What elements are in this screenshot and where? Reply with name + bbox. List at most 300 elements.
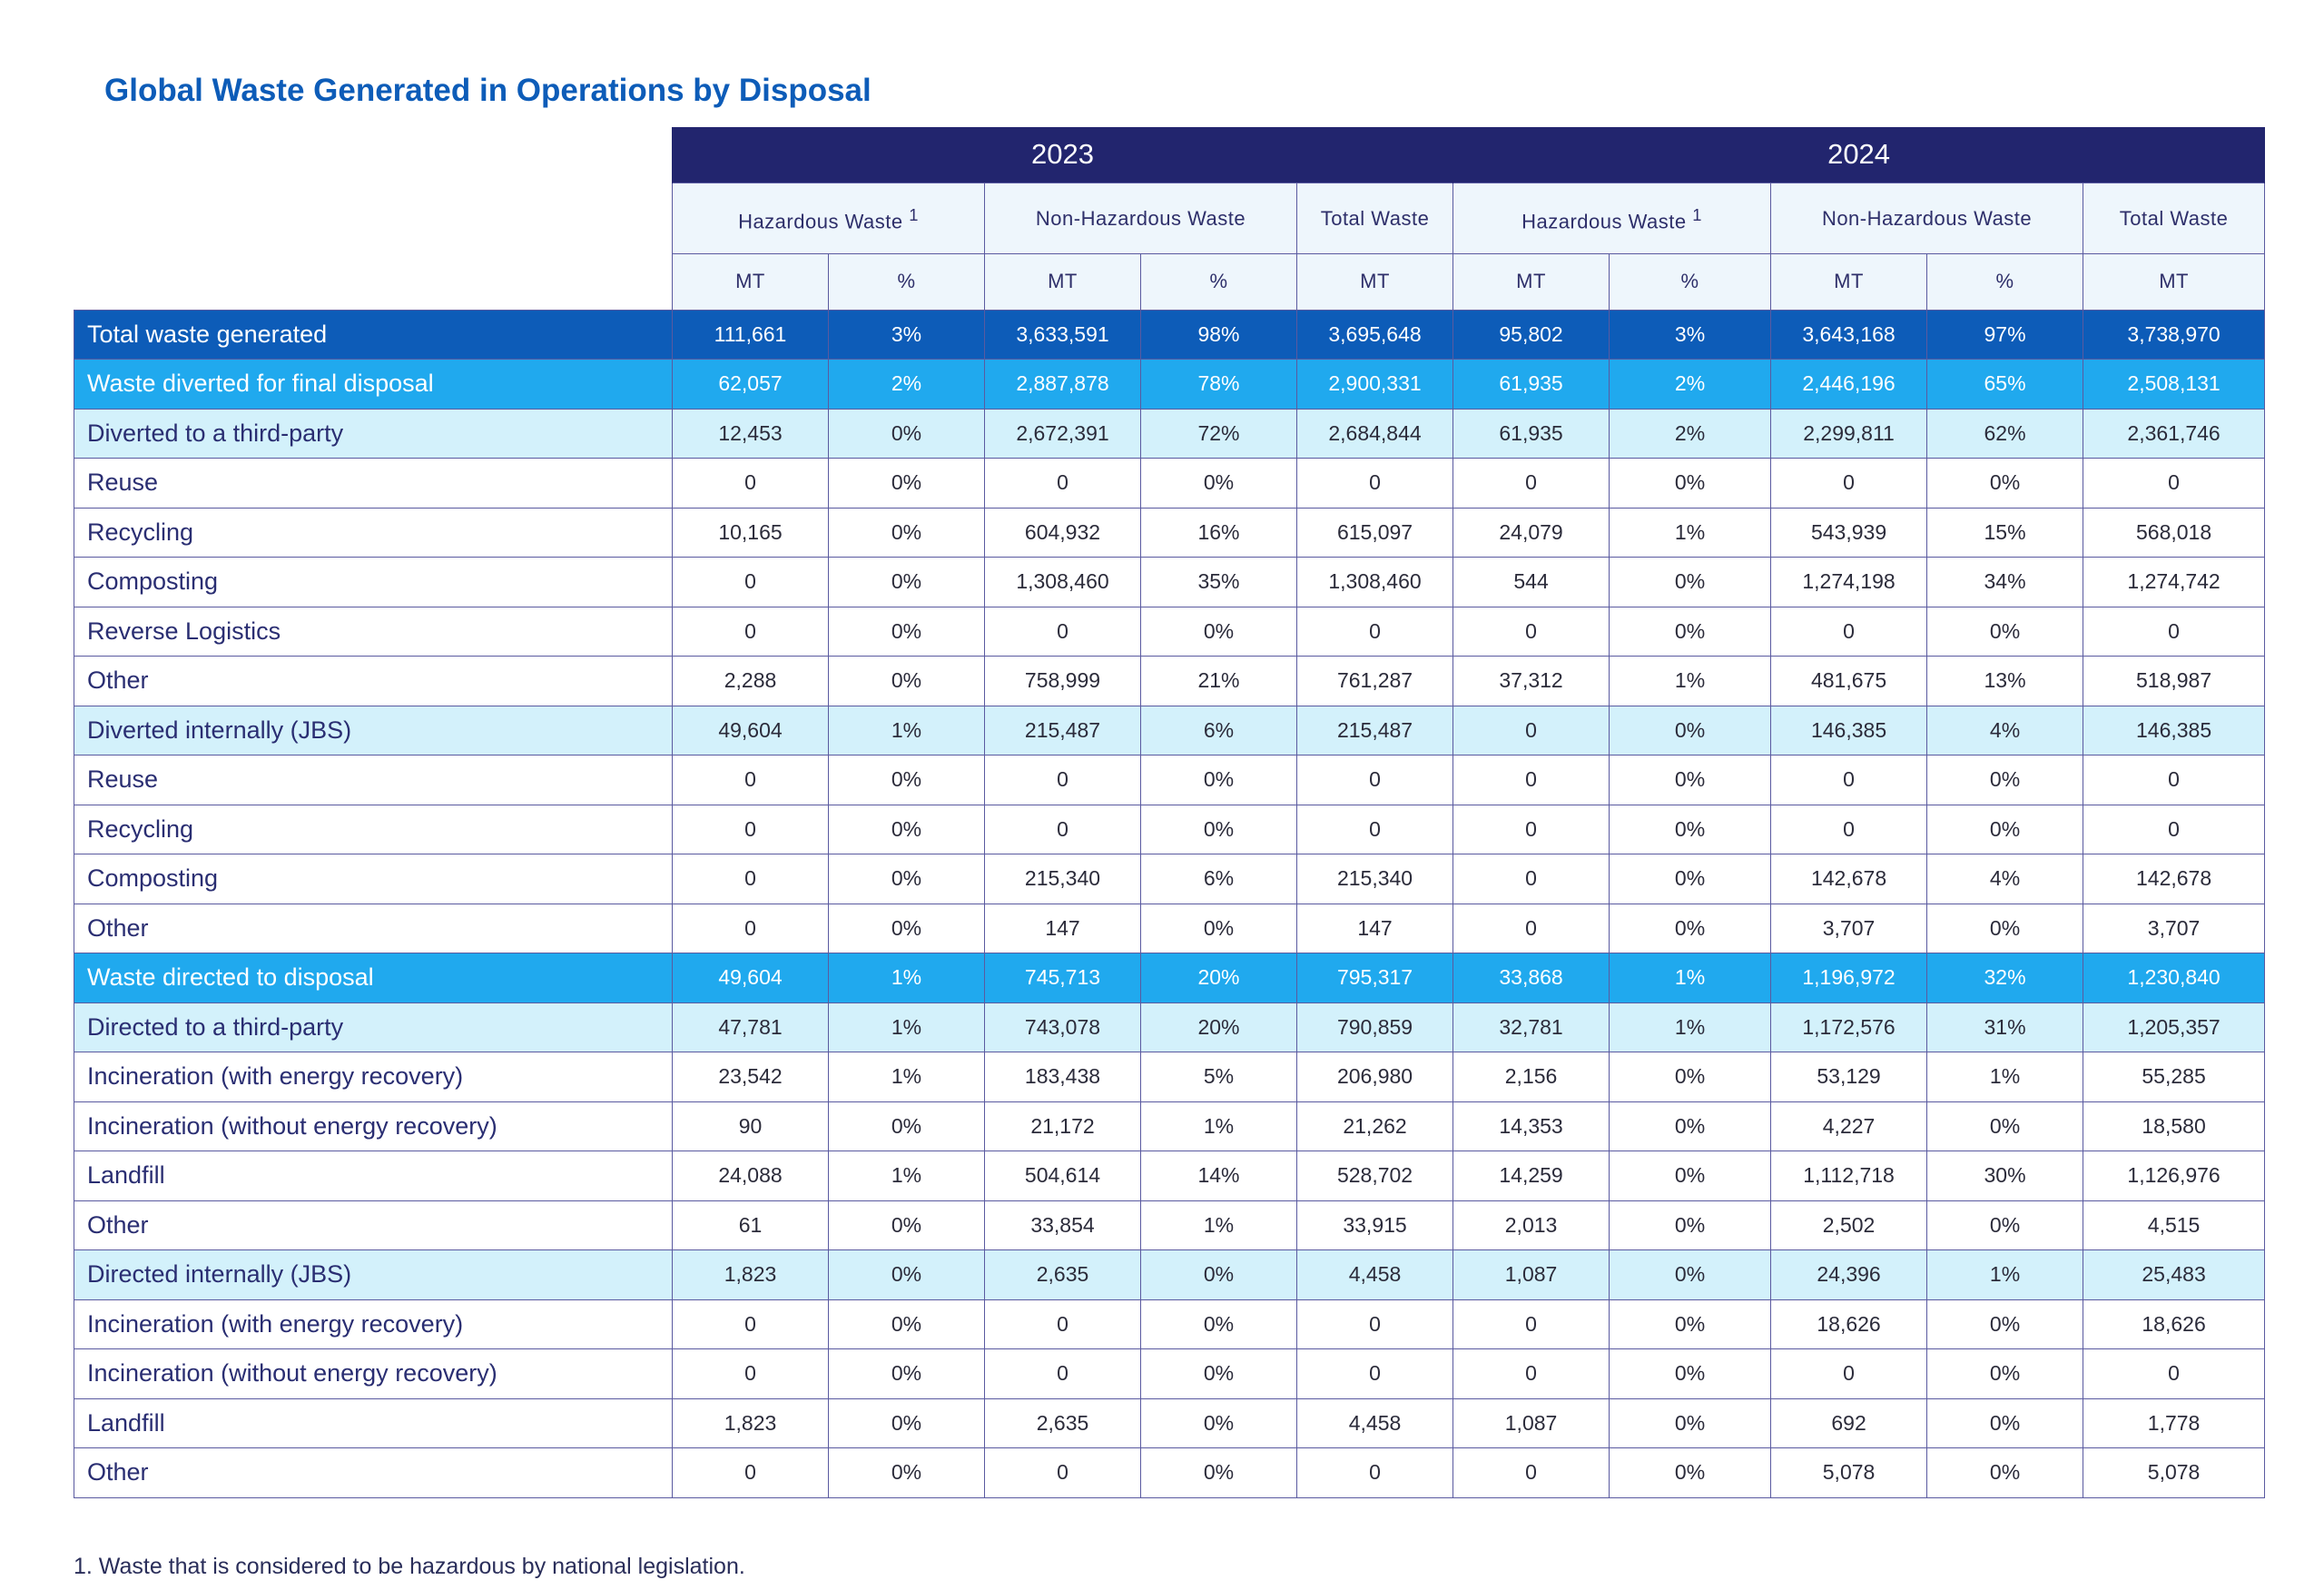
table-row bbox=[74, 1052, 2265, 1102]
row-label: Composting bbox=[74, 854, 673, 904]
row-label: Reverse Logistics bbox=[74, 607, 673, 657]
table-cell: 0 bbox=[1297, 607, 1453, 657]
table-cell: 2,887,878 bbox=[985, 360, 1141, 410]
table-cell: 0 bbox=[2083, 755, 2265, 805]
row-label: Reuse bbox=[74, 755, 673, 805]
year-header-2023: 2023 bbox=[673, 127, 1453, 183]
table-row bbox=[74, 755, 2265, 805]
table-cell: 518,987 bbox=[2083, 657, 2265, 706]
table-cell: 2,288 bbox=[673, 657, 829, 706]
table-cell: 1,112,718 bbox=[1771, 1151, 1927, 1201]
table-cell: 146,385 bbox=[2083, 706, 2265, 755]
table-cell: 32,781 bbox=[1453, 1002, 1610, 1052]
table-cell: 1% bbox=[1610, 657, 1771, 706]
table-cell: 12,453 bbox=[673, 409, 829, 459]
table-cell: 1,126,976 bbox=[2083, 1151, 2265, 1201]
table-cell: 33,915 bbox=[1297, 1200, 1453, 1250]
table-cell: 0% bbox=[829, 1448, 985, 1498]
table-cell: 1% bbox=[1141, 1200, 1297, 1250]
table-row bbox=[74, 558, 2265, 607]
table-cell: 0% bbox=[1141, 805, 1297, 854]
table-cell: 3% bbox=[829, 310, 985, 360]
table-cell: 1,274,742 bbox=[2083, 558, 2265, 607]
table-cell: 1,087 bbox=[1453, 1250, 1610, 1300]
table-cell: 528,702 bbox=[1297, 1151, 1453, 1201]
table-cell: 0 bbox=[1297, 459, 1453, 509]
table-cell: 1,308,460 bbox=[985, 558, 1141, 607]
table-cell: 62,057 bbox=[673, 360, 829, 410]
table-cell: 0% bbox=[1610, 1250, 1771, 1300]
table-cell: 692 bbox=[1771, 1398, 1927, 1448]
table-cell: 1,274,198 bbox=[1771, 558, 1927, 607]
row-label: Incineration (without energy recovery) bbox=[74, 1101, 673, 1151]
table-cell: 2,299,811 bbox=[1771, 409, 1927, 459]
row-label: Other bbox=[74, 1200, 673, 1250]
table-cell: 1,308,460 bbox=[1297, 558, 1453, 607]
table-cell: 215,340 bbox=[1297, 854, 1453, 904]
table-cell: 4% bbox=[1927, 854, 2083, 904]
row-label: Incineration (with energy recovery) bbox=[74, 1052, 673, 1102]
category-header: Hazardous Waste $^1$ bbox=[1453, 183, 1771, 253]
table-cell: 0% bbox=[829, 805, 985, 854]
table-cell: 0 bbox=[2083, 607, 2265, 657]
table-cell: 34% bbox=[1927, 558, 2083, 607]
table-cell: 0% bbox=[1141, 1250, 1297, 1300]
table-cell: 2% bbox=[1610, 360, 1771, 410]
table-cell: 0% bbox=[829, 1349, 985, 1399]
row-label: Diverted to a third-party bbox=[74, 409, 673, 459]
table-cell: 1% bbox=[829, 1002, 985, 1052]
table-cell: 215,487 bbox=[1297, 706, 1453, 755]
table-cell: 0 bbox=[673, 904, 829, 953]
table-cell: 0% bbox=[1927, 1398, 2083, 1448]
table-cell: 0% bbox=[1610, 1398, 1771, 1448]
table-cell: 0% bbox=[1927, 1299, 2083, 1349]
table-cell: 62% bbox=[1927, 409, 2083, 459]
table-cell: 790,859 bbox=[1297, 1002, 1453, 1052]
table-row bbox=[74, 409, 2265, 459]
table-cell: 0 bbox=[673, 558, 829, 607]
table-cell: 544 bbox=[1453, 558, 1610, 607]
row-label: Incineration (without energy recovery) bbox=[74, 1349, 673, 1399]
table-cell: 61 bbox=[673, 1200, 829, 1250]
unit-header: MT bbox=[985, 253, 1141, 310]
table-cell: 55,285 bbox=[2083, 1052, 2265, 1102]
table-cell: 0 bbox=[985, 805, 1141, 854]
table-cell: 183,438 bbox=[985, 1052, 1141, 1102]
table-row bbox=[74, 1448, 2265, 1498]
table-cell: 0% bbox=[829, 558, 985, 607]
table-cell: 18,626 bbox=[1771, 1299, 1927, 1349]
table-cell: 5,078 bbox=[1771, 1448, 1927, 1498]
table-cell: 1% bbox=[829, 953, 985, 1003]
unit-header: % bbox=[1610, 253, 1771, 310]
table-cell: 0 bbox=[1453, 459, 1610, 509]
table-cell: 0 bbox=[1453, 755, 1610, 805]
table-cell: 0 bbox=[673, 1349, 829, 1399]
table-cell: 0 bbox=[673, 1448, 829, 1498]
table-cell: 1% bbox=[829, 1052, 985, 1102]
table-cell: 21,262 bbox=[1297, 1101, 1453, 1151]
table-cell: 4,458 bbox=[1297, 1250, 1453, 1300]
table-row bbox=[74, 706, 2265, 755]
table-cell: 0% bbox=[829, 854, 985, 904]
table-cell: 0 bbox=[673, 607, 829, 657]
table-cell: 16% bbox=[1141, 508, 1297, 558]
table-cell: 15% bbox=[1927, 508, 2083, 558]
table-cell: 0 bbox=[673, 1299, 829, 1349]
table-cell: 1,205,357 bbox=[2083, 1002, 2265, 1052]
table-cell: 568,018 bbox=[2083, 508, 2265, 558]
table-cell: 3,695,648 bbox=[1297, 310, 1453, 360]
table-cell: 3% bbox=[1610, 310, 1771, 360]
row-label: Directed to a third-party bbox=[74, 1002, 673, 1052]
table-cell: 0 bbox=[985, 607, 1141, 657]
table-cell: 0 bbox=[1297, 1299, 1453, 1349]
table-cell: 0% bbox=[829, 1200, 985, 1250]
category-header: Non-Hazardous Waste bbox=[985, 183, 1297, 253]
table-cell: 14,259 bbox=[1453, 1151, 1610, 1201]
table-cell: 743,078 bbox=[985, 1002, 1141, 1052]
table-row bbox=[74, 854, 2265, 904]
table-cell: 1,823 bbox=[673, 1398, 829, 1448]
table-cell: 0% bbox=[1610, 1151, 1771, 1201]
table-cell: 1,823 bbox=[673, 1250, 829, 1300]
unit-header: MT bbox=[2083, 253, 2265, 310]
table-cell: 1% bbox=[1610, 1002, 1771, 1052]
table-cell: 0% bbox=[1610, 755, 1771, 805]
table-cell: 2,502 bbox=[1771, 1200, 1927, 1250]
table-cell: 3,738,970 bbox=[2083, 310, 2265, 360]
table-cell: 0% bbox=[1141, 1299, 1297, 1349]
table-cell: 49,604 bbox=[673, 706, 829, 755]
table-cell: 0% bbox=[1927, 805, 2083, 854]
table-cell: 5,078 bbox=[2083, 1448, 2265, 1498]
row-label: Directed internally (JBS) bbox=[74, 1250, 673, 1300]
table-cell: 0 bbox=[673, 755, 829, 805]
table-cell: 0 bbox=[1453, 904, 1610, 953]
row-label: Waste diverted for final disposal bbox=[74, 360, 673, 410]
table-cell: 0 bbox=[1771, 755, 1927, 805]
table-row bbox=[74, 508, 2265, 558]
table-cell: 0% bbox=[829, 508, 985, 558]
table-cell: 33,868 bbox=[1453, 953, 1610, 1003]
table-row bbox=[74, 1101, 2265, 1151]
table-cell: 1% bbox=[1610, 953, 1771, 1003]
table-cell: 0 bbox=[2083, 805, 2265, 854]
table-cell: 1,230,840 bbox=[2083, 953, 2265, 1003]
category-header: Total Waste bbox=[1297, 183, 1453, 253]
category-header: Non-Hazardous Waste bbox=[1771, 183, 2083, 253]
table-cell: 0% bbox=[1141, 1349, 1297, 1399]
table-cell: 0 bbox=[2083, 459, 2265, 509]
table-cell: 0 bbox=[985, 1448, 1141, 1498]
table-cell: 0% bbox=[1610, 805, 1771, 854]
table-cell: 142,678 bbox=[2083, 854, 2265, 904]
table-cell: 1% bbox=[829, 706, 985, 755]
table-cell: 14,353 bbox=[1453, 1101, 1610, 1151]
table-cell: 90 bbox=[673, 1101, 829, 1151]
table-cell: 0 bbox=[1771, 1349, 1927, 1399]
table-cell: 23,542 bbox=[673, 1052, 829, 1102]
table-cell: 2,635 bbox=[985, 1398, 1141, 1448]
row-label: Other bbox=[74, 1448, 673, 1498]
table-cell: 0% bbox=[1141, 904, 1297, 953]
row-label: Other bbox=[74, 657, 673, 706]
row-label: Diverted internally (JBS) bbox=[74, 706, 673, 755]
category-header: Total Waste bbox=[2083, 183, 2265, 253]
row-label: Landfill bbox=[74, 1398, 673, 1448]
table-cell: 2% bbox=[1610, 409, 1771, 459]
table-cell: 0 bbox=[1297, 805, 1453, 854]
table-cell: 0% bbox=[1610, 854, 1771, 904]
table-cell: 0% bbox=[1141, 755, 1297, 805]
table-cell: 0% bbox=[1141, 1398, 1297, 1448]
table-cell: 3,707 bbox=[2083, 904, 2265, 953]
table-cell: 1% bbox=[1927, 1052, 2083, 1102]
table-cell: 0% bbox=[1141, 459, 1297, 509]
table-cell: 0% bbox=[829, 409, 985, 459]
unit-header: MT bbox=[673, 253, 829, 310]
table-cell: 1% bbox=[829, 1151, 985, 1201]
table-cell: 0 bbox=[1771, 459, 1927, 509]
table-cell: 0% bbox=[1610, 1101, 1771, 1151]
year-header-row bbox=[74, 127, 2265, 183]
table-cell: 2,672,391 bbox=[985, 409, 1141, 459]
row-label: Waste directed to disposal bbox=[74, 953, 673, 1003]
table-cell: 24,396 bbox=[1771, 1250, 1927, 1300]
table-cell: 0% bbox=[1610, 607, 1771, 657]
table-cell: 18,626 bbox=[2083, 1299, 2265, 1349]
table-cell: 21% bbox=[1141, 657, 1297, 706]
table-cell: 53,129 bbox=[1771, 1052, 1927, 1102]
table-cell: 0 bbox=[1297, 1448, 1453, 1498]
table-cell: 0 bbox=[1453, 1299, 1610, 1349]
table-cell: 3,643,168 bbox=[1771, 310, 1927, 360]
table-cell: 0 bbox=[1453, 854, 1610, 904]
table-cell: 0% bbox=[829, 1101, 985, 1151]
table-cell: 0 bbox=[1453, 607, 1610, 657]
table-body bbox=[74, 310, 2265, 1497]
table-cell: 21,172 bbox=[985, 1101, 1141, 1151]
table-cell: 1% bbox=[1141, 1101, 1297, 1151]
waste-table bbox=[74, 127, 2265, 1498]
table-cell: 18,580 bbox=[2083, 1101, 2265, 1151]
table-cell: 0% bbox=[829, 607, 985, 657]
year-header-2024: 2024 bbox=[1453, 127, 2265, 183]
unit-header: % bbox=[829, 253, 985, 310]
table-cell: 4,515 bbox=[2083, 1200, 2265, 1250]
row-label: Recycling bbox=[74, 805, 673, 854]
row-label: Composting bbox=[74, 558, 673, 607]
table-cell: 0% bbox=[1141, 1448, 1297, 1498]
table-cell: 30% bbox=[1927, 1151, 2083, 1201]
table-cell: 0 bbox=[1771, 607, 1927, 657]
table-cell: 0% bbox=[1610, 904, 1771, 953]
table-row bbox=[74, 1002, 2265, 1052]
table-cell: 0 bbox=[1771, 805, 1927, 854]
table-row bbox=[74, 1299, 2265, 1349]
row-label: Incineration (with energy recovery) bbox=[74, 1299, 673, 1349]
table-cell: 6% bbox=[1141, 854, 1297, 904]
table-cell: 0 bbox=[1453, 706, 1610, 755]
table-cell: 0 bbox=[985, 459, 1141, 509]
table-cell: 10,165 bbox=[673, 508, 829, 558]
unit-header: MT bbox=[1453, 253, 1610, 310]
category-header: Hazardous Waste $^1$ bbox=[673, 183, 985, 253]
table-cell: 0 bbox=[985, 1349, 1141, 1399]
table-cell: 2,013 bbox=[1453, 1200, 1610, 1250]
table-cell: 0 bbox=[1453, 1448, 1610, 1498]
table-cell: 97% bbox=[1927, 310, 2083, 360]
table-cell: 147 bbox=[1297, 904, 1453, 953]
table-cell: 2,156 bbox=[1453, 1052, 1610, 1102]
table-row bbox=[74, 1200, 2265, 1250]
table-cell: 0% bbox=[829, 1299, 985, 1349]
table-cell: 72% bbox=[1141, 409, 1297, 459]
table-cell: 6% bbox=[1141, 706, 1297, 755]
table-cell: 761,287 bbox=[1297, 657, 1453, 706]
table-cell: 4,227 bbox=[1771, 1101, 1927, 1151]
table-cell: 0% bbox=[829, 755, 985, 805]
table-cell: 0 bbox=[1297, 1349, 1453, 1399]
table-row bbox=[74, 360, 2265, 410]
table-cell: 0 bbox=[2083, 1349, 2265, 1399]
table-cell: 0 bbox=[985, 1299, 1141, 1349]
table-cell: 0% bbox=[1610, 558, 1771, 607]
table-cell: 0% bbox=[829, 459, 985, 509]
table-row bbox=[74, 607, 2265, 657]
table-cell: 49,604 bbox=[673, 953, 829, 1003]
table-cell: 47,781 bbox=[673, 1002, 829, 1052]
table-cell: 2,361,746 bbox=[2083, 409, 2265, 459]
unit-header: MT bbox=[1771, 253, 1927, 310]
table-cell: 24,079 bbox=[1453, 508, 1610, 558]
table-row bbox=[74, 310, 2265, 360]
table-cell: 31% bbox=[1927, 1002, 2083, 1052]
table-cell: 0% bbox=[1610, 1200, 1771, 1250]
table-cell: 0% bbox=[1927, 459, 2083, 509]
table-cell: 0% bbox=[1927, 1448, 2083, 1498]
table-cell: 2,684,844 bbox=[1297, 409, 1453, 459]
table-cell: 0 bbox=[673, 854, 829, 904]
table-row bbox=[74, 904, 2265, 953]
table-cell: 32% bbox=[1927, 953, 2083, 1003]
page-title: Global Waste Generated in Operations by Disposal bbox=[104, 73, 872, 108]
unit-header: % bbox=[1927, 253, 2083, 310]
table-cell: 745,713 bbox=[985, 953, 1141, 1003]
table-row bbox=[74, 805, 2265, 854]
table-cell: 0% bbox=[1927, 904, 2083, 953]
table-cell: 1% bbox=[1610, 508, 1771, 558]
table-cell: 0% bbox=[1610, 1052, 1771, 1102]
table-cell: 0% bbox=[1927, 1101, 2083, 1151]
table-cell: 0% bbox=[1141, 607, 1297, 657]
table-cell: 2% bbox=[829, 360, 985, 410]
table-cell: 0% bbox=[829, 904, 985, 953]
table-cell: 604,932 bbox=[985, 508, 1141, 558]
table-cell: 33,854 bbox=[985, 1200, 1141, 1250]
table-cell: 1% bbox=[1927, 1250, 2083, 1300]
table-cell: 24,088 bbox=[673, 1151, 829, 1201]
table-cell: 215,487 bbox=[985, 706, 1141, 755]
table-cell: 111,661 bbox=[673, 310, 829, 360]
table-cell: 504,614 bbox=[985, 1151, 1141, 1201]
table-cell: 0% bbox=[829, 657, 985, 706]
table-cell: 0 bbox=[985, 755, 1141, 805]
table-cell: 142,678 bbox=[1771, 854, 1927, 904]
table-cell: 615,097 bbox=[1297, 508, 1453, 558]
table-cell: 206,980 bbox=[1297, 1052, 1453, 1102]
table-cell: 78% bbox=[1141, 360, 1297, 410]
table-cell: 13% bbox=[1927, 657, 2083, 706]
table-row bbox=[74, 657, 2265, 706]
header-corner bbox=[74, 127, 673, 310]
table-cell: 147 bbox=[985, 904, 1141, 953]
table-cell: 14% bbox=[1141, 1151, 1297, 1201]
table-cell: 2,446,196 bbox=[1771, 360, 1927, 410]
table-cell: 0% bbox=[1610, 1299, 1771, 1349]
table-cell: 0% bbox=[1927, 755, 2083, 805]
table-cell: 0% bbox=[1610, 1448, 1771, 1498]
table-cell: 0 bbox=[1453, 1349, 1610, 1399]
table-cell: 61,935 bbox=[1453, 409, 1610, 459]
table-cell: 758,999 bbox=[985, 657, 1141, 706]
table-cell: 20% bbox=[1141, 953, 1297, 1003]
row-label: Reuse bbox=[74, 459, 673, 509]
table-cell: 0% bbox=[1610, 1349, 1771, 1399]
table-cell: 98% bbox=[1141, 310, 1297, 360]
table-cell: 2,508,131 bbox=[2083, 360, 2265, 410]
row-label: Landfill bbox=[74, 1151, 673, 1201]
table-cell: 2,900,331 bbox=[1297, 360, 1453, 410]
table-cell: 37,312 bbox=[1453, 657, 1610, 706]
footnote: 1. Waste that is considered to be hazardous by national legislation. bbox=[74, 1554, 745, 1579]
table-cell: 25,483 bbox=[2083, 1250, 2265, 1300]
table-cell: 0 bbox=[1297, 755, 1453, 805]
table-cell: 65% bbox=[1927, 360, 2083, 410]
row-label: Recycling bbox=[74, 508, 673, 558]
table-cell: 0% bbox=[829, 1250, 985, 1300]
table-cell: 0% bbox=[1927, 1349, 2083, 1399]
table-cell: 215,340 bbox=[985, 854, 1141, 904]
table-cell: 0% bbox=[1610, 459, 1771, 509]
table-cell: 4,458 bbox=[1297, 1398, 1453, 1448]
table-cell: 2,635 bbox=[985, 1250, 1141, 1300]
table-cell: 1,778 bbox=[2083, 1398, 2265, 1448]
table-cell: 5% bbox=[1141, 1052, 1297, 1102]
table-cell: 3,707 bbox=[1771, 904, 1927, 953]
table-cell: 0% bbox=[1927, 1200, 2083, 1250]
unit-header: MT bbox=[1297, 253, 1453, 310]
table-cell: 481,675 bbox=[1771, 657, 1927, 706]
table-cell: 543,939 bbox=[1771, 508, 1927, 558]
table-cell: 1,087 bbox=[1453, 1398, 1610, 1448]
table-cell: 4% bbox=[1927, 706, 2083, 755]
table-row bbox=[74, 953, 2265, 1003]
table-row bbox=[74, 1151, 2265, 1201]
table-cell: 0% bbox=[1927, 607, 2083, 657]
row-label: Other bbox=[74, 904, 673, 953]
row-label: Total waste generated bbox=[74, 310, 673, 360]
table-cell: 3,633,591 bbox=[985, 310, 1141, 360]
table-row bbox=[74, 459, 2265, 509]
table-cell: 0 bbox=[1453, 805, 1610, 854]
table-cell: 0% bbox=[1610, 706, 1771, 755]
table-cell: 1,196,972 bbox=[1771, 953, 1927, 1003]
table-cell: 35% bbox=[1141, 558, 1297, 607]
table-cell: 95,802 bbox=[1453, 310, 1610, 360]
